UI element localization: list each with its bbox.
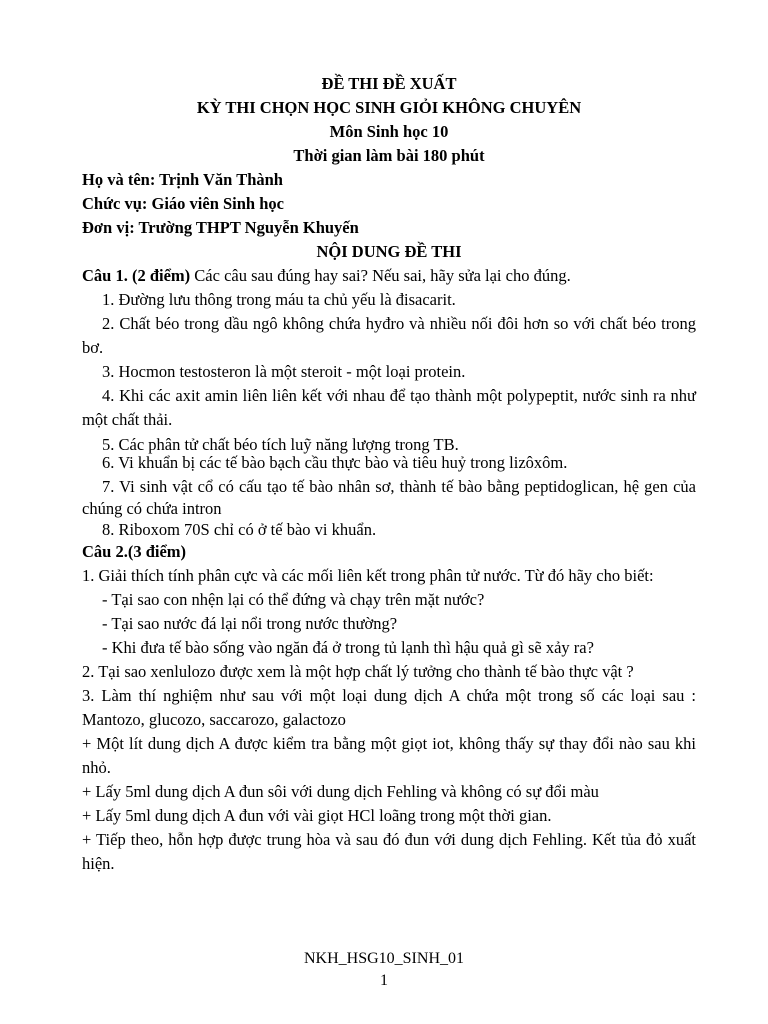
author-position: Chức vụ: Giáo viên Sinh học: [82, 194, 284, 213]
exam-title: ĐỀ THI ĐỀ XUẤT: [321, 74, 457, 93]
q2-step-2: + Lấy 5ml dung dịch A đun sôi với dung dịch Fehling và không có sự đổi màu: [82, 782, 599, 801]
question-2-label: Câu 2.(3 điểm): [82, 542, 187, 561]
q1-item-7: 7. Vi sinh vật cổ có cấu tạo tế bào nhân sơ, thành tế bào bằng peptidoglican, hệ gen của chúng có chứa intron: [82, 477, 696, 518]
q2-part-3: 3. Làm thí nghiệm như sau với một loại dung dịch A chứa một trong số các loại sau : Mantozo, glucozo, saccarozo, galactozo: [82, 686, 696, 729]
question-1-label: Câu 1. (2 điểm): [82, 266, 191, 285]
q2-step-4: + Tiếp theo, hỗn hợp được trung hòa và sau đó đun với dung dịch Fehling. Kết tủa đỏ xuất hiện.: [82, 830, 696, 873]
q1-item-4: 4. Khi các axit amin liên liên kết với nhau để tạo thành một polypeptit, nước sinh ra như một chất thải.: [82, 386, 696, 429]
q1-item-3: 3. Hocmon testosteron là một steroit - một loại protein.: [102, 362, 466, 381]
question-1-heading: [82, 264, 696, 288]
q2-bullet-1: - Tại sao con nhện lại có thể đứng và chạy trên mặt nước?: [102, 590, 485, 609]
q1-item-8: 8. Riboxom 70S chỉ có ở tế bào vi khuẩn.: [102, 520, 377, 539]
author-name: Họ và tên: Trịnh Văn Thành: [82, 170, 283, 189]
q1-item-2: 2. Chất béo trong dầu ngô không chứa hyđro và nhiều nối đôi hơn so với chất béo trong bơ.: [82, 314, 696, 357]
q1-item-5: 5. Các phân tử chất béo tích luỹ năng lượng trong TB.: [102, 435, 459, 454]
q2-step-3: + Lấy 5ml dung dịch A đun với vài giọt HCl loãng trong một thời gian.: [82, 806, 552, 825]
page-number: 1: [380, 972, 388, 989]
q1-item-6: 6. Vi khuẩn bị các tế bào bạch cầu thực bào và tiêu huỷ trong lizôxôm.: [102, 453, 568, 472]
q2-part-2: 2. Tại sao xenlulozo được xem là một hợp chất lý tưởng cho thành tế bào thực vật ?: [82, 662, 634, 681]
document-page: [82, 72, 696, 876]
q2-part-1: 1. Giải thích tính phân cực và các mối liên kết trong phân tử nước. Từ đó hãy cho biết:: [82, 566, 654, 585]
q2-bullet-3: - Khi đưa tế bào sống vào ngăn đá ở trong tủ lạnh thì hậu quả gì sẽ xảy ra?: [102, 638, 594, 657]
subject-line: Môn Sinh học 10: [329, 122, 449, 141]
q2-bullet-2: - Tại sao nước đá lại nổi trong nước thường?: [102, 614, 398, 633]
q2-step-1: + Một lít dung dịch A được kiểm tra bằng một giọt iot, không thấy sự thay đổi nào sau khi nhỏ.: [82, 734, 696, 777]
q1-item-1: 1. Đường lưu thông trong máu ta chủ yếu là đisacarit.: [102, 290, 456, 309]
question-1-prompt: Các câu sau đúng hay sai? Nếu sai, hãy sửa lại cho đúng.: [190, 266, 571, 285]
section-title: NỘI DUNG ĐỀ THI: [316, 242, 462, 261]
footer-code: NKH_HSG10_SINH_01: [303, 950, 464, 967]
duration-line: Thời gian làm bài 180 phút: [293, 146, 485, 165]
exam-subtitle: KỲ THI CHỌN HỌC SINH GIỎI KHÔNG CHUYÊN: [196, 98, 582, 117]
author-unit: Đơn vị: Trường THPT Nguyễn Khuyến: [82, 218, 359, 237]
